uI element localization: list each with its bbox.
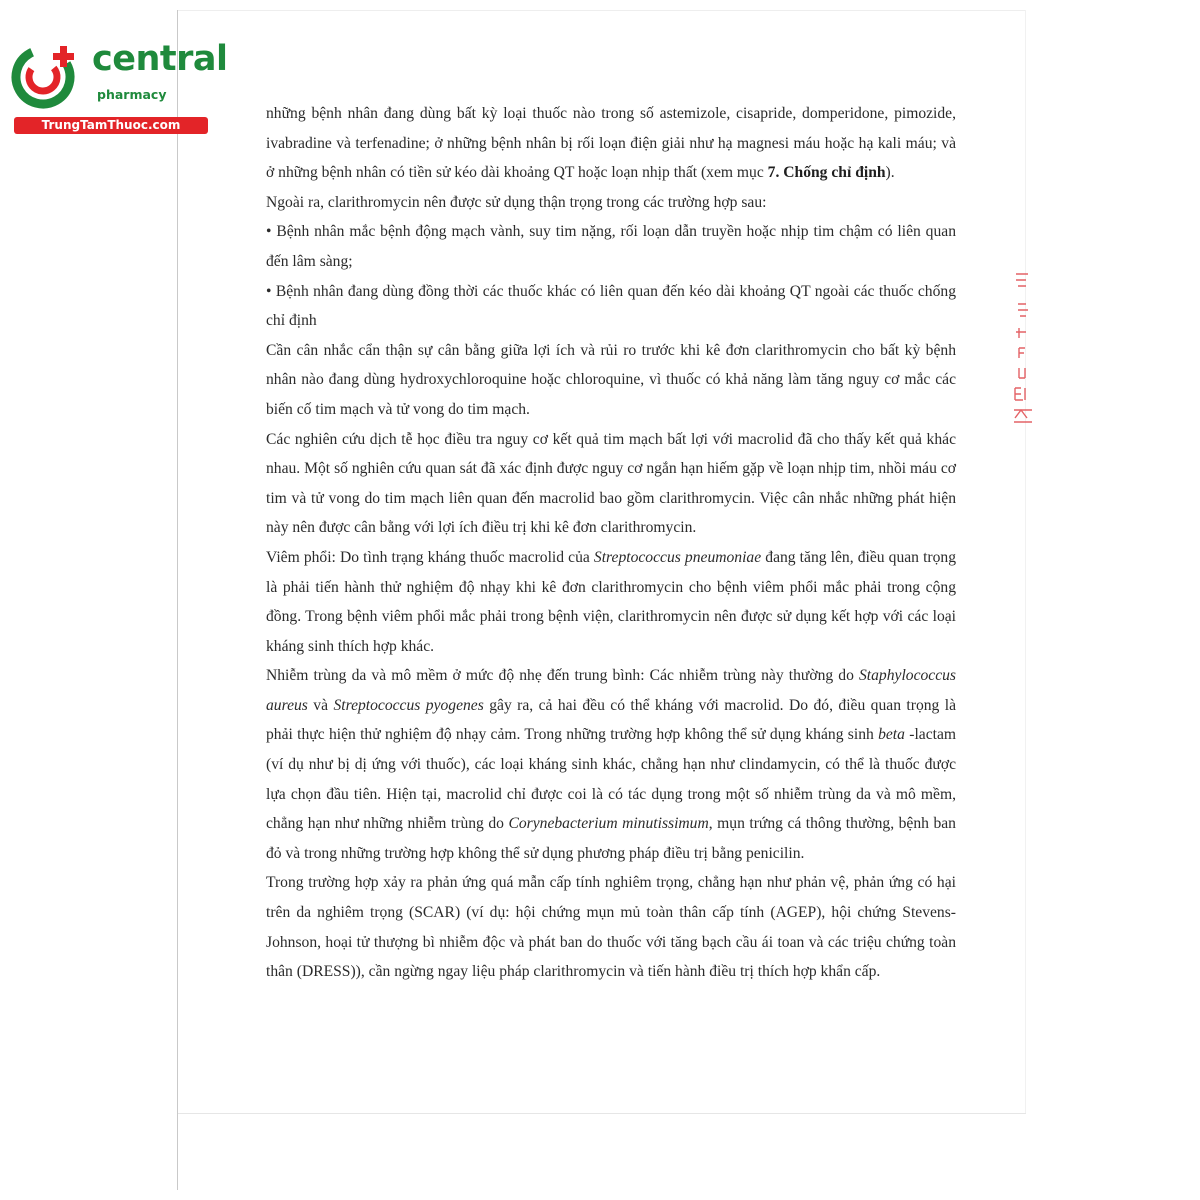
paragraph-1: những bệnh nhân đang dùng bất kỳ loại thuốc nào trong số astemizole, cisapride, domperidone, pimozide, ivabradine và terfenadine; ở những bệnh nhân bị rối loạn điện giải như hạ magnesi máu hoặc hạ kali máu; và ở những bệnh nhân có tiền sử kéo dài khoảng QT hoặc loạn nhịp thất (xem mục 7. Chống chỉ định). [266,105,956,182]
pharmacy-cross-icon [10,36,84,110]
bullet-1: • Bệnh nhân mắc bệnh động mạch vành, suy tim nặng, rối loạn dẫn truyền hoặc nhịp tim chậm có liên quan đến lâm sàng; [266,223,956,270]
central-pharmacy-logo[interactable] [8,36,228,136]
logo-name: central [92,39,228,79]
paragraph-pneumonia: Viêm phổi: Do tình trạng kháng thuốc macrolid của Streptococcus pneumoniae đang tăng lên, điều quan trọng là phải tiến hành thử nghiệm độ nhạy khi kê đơn clarithromycin cho bệnh viêm phổi mắc phải trong cộng đồng. Trong bệnh viêm phổi mắc phải trong bệnh viện, clarithromycin nên được sử dụng kết hợp với các loại kháng sinh thích hợp khác. [266,548,956,655]
paragraph-hypersensitivity: Trong trường hợp xảy ra phản ứng quá mẫn cấp tính nghiêm trọng, chẳng hạn như phản vệ, phản ứng có hại trên da nghiêm trọng (SCAR) (ví dụ: hội chứng mụn mủ toàn thân cấp tính (AGEP), hội chứng Stevens-Johnson, hoại tử thượng bì nhiễm độc và phát ban do thuốc với tăng bạch cầu ái toan và các triệu chứng toàn thân (DRESS)), cần ngừng ngay liệu pháp clarithromycin và tiến hành điều trị thích hợp khẩn cấp. [266,874,956,981]
section-reference: 7. Chống chỉ định [767,164,886,182]
scan-top-edge [178,10,1026,11]
paragraph-2: Ngoài ra, clarithromycin nên được sử dụng thận trọng trong các trường hợp sau: [266,193,767,211]
document-body [266,99,956,987]
paragraph-3: Cần cân nhắc cẩn thận sự cân bằng giữa lợi ích và rủi ro trước khi kê đơn clarithromycin cho bất kỳ bệnh nhân nào đang dùng hydroxychloroquine hoặc chloroquine, vì thuốc có khả năng làm tăng nguy cơ mắc các biến cố tim mạch và tử vong do tim mạch. [266,341,956,418]
paragraph-skin-infection: Nhiễm trùng da và mô mềm ở mức độ nhẹ đến trung bình: Các nhiễm trùng này thường do Staphylococcus aureus và Streptococcus pyogenes gây ra, cả hai đều có thể kháng với macrolid. Do đó, điều quan trọng là phải thực hiện thử nghiệm độ nhạy cảm. Trong những trường hợp không thể sử dụng kháng sinh beta -lactam (ví dụ như bị dị ứng với thuốc), các loại kháng sinh khác, chẳng hạn như clindamycin, có thể là thuốc được lựa chọn đầu tiên. Hiện tại, macrolid chỉ được coi là có tác dụng trong một số nhiễm trùng da và mô mềm, chẳng hạn như những nhiễm trùng do Corynebacterium minutissimum, mụn trứng cá thông thường, bệnh ban đỏ và trong những trường hợp không thể sử dụng phương pháp điều trị bằng penicilin. [266,667,957,862]
logo-website-banner[interactable]: TrungTamThuoc.com [14,117,208,134]
logo-subtitle: pharmacy [97,87,167,102]
scan-bottom-edge [178,1113,1026,1114]
paragraph-4: Các nghiên cứu dịch tễ học điều tra nguy cơ kết quả tim mạch bất lợi với macrolid đã cho thấy kết quả khác nhau. Một số nghiên cứu quan sát đã xác định được nguy cơ ngắn hạn hiếm gặp về loạn nhịp tim, nhồi máu cơ tim và tử vong do tim mạch liên quan đến macrolid bao gồm clarithromycin. Việc cân nhắc những phát hiện này nên được cân bằng với lợi ích điều trị khi kê đơn clarithromycin. [266,430,956,537]
bullet-2: • Bệnh nhân đang dùng đồng thời các thuốc khác có liên quan đến kéo dài khoảng QT ngoài các thuốc chống chỉ định [266,282,956,330]
stamp-mark [1010,270,1036,430]
scan-right-edge [1025,10,1026,1114]
scan-left-edge [177,10,178,1190]
